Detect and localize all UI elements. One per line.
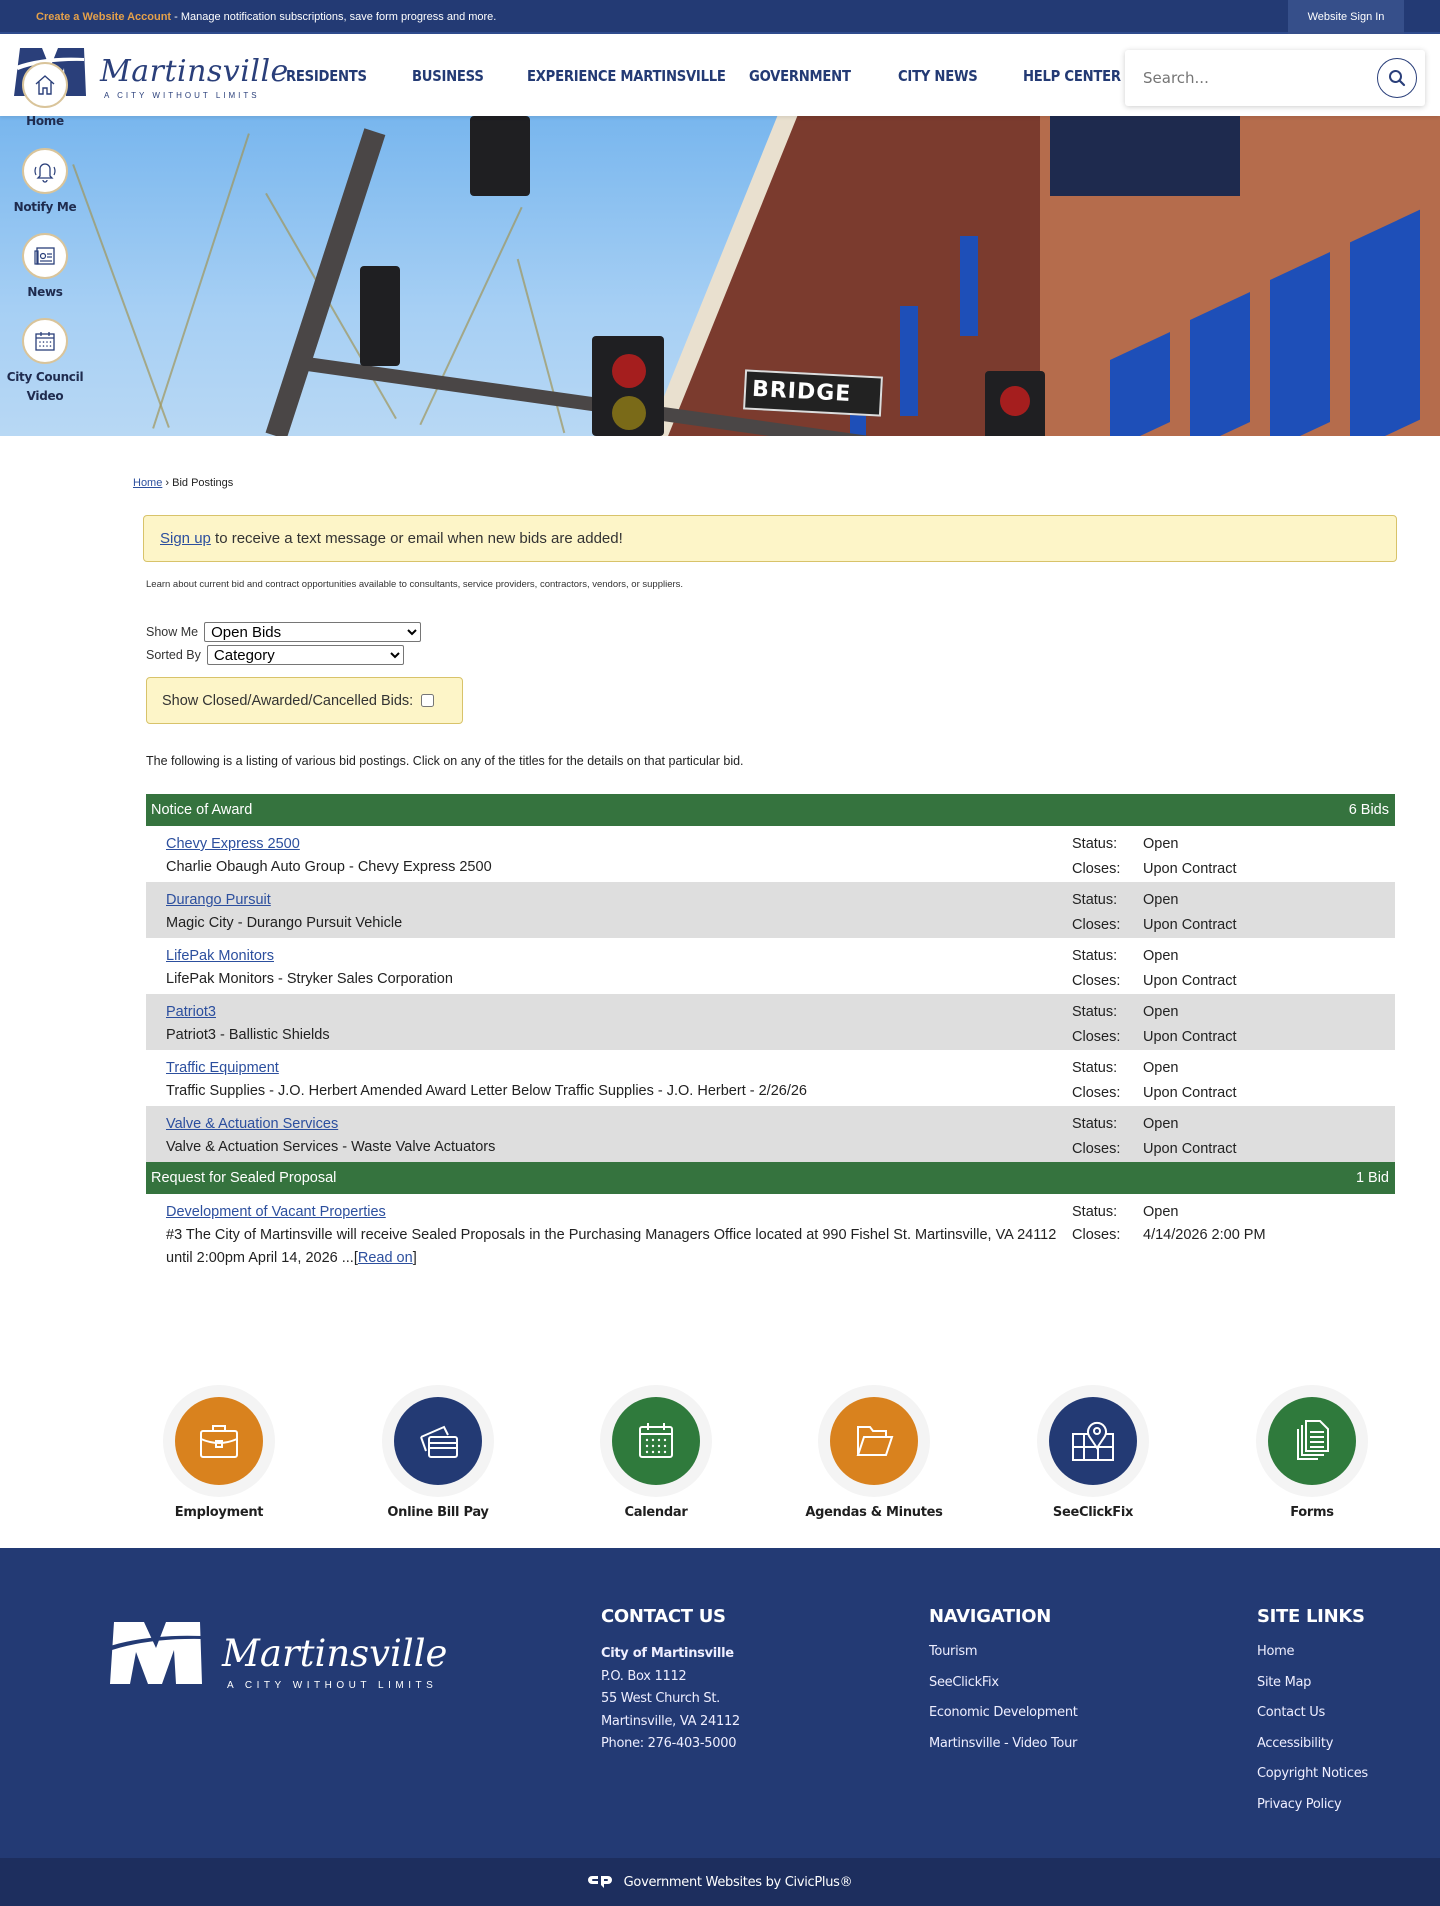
quick-link-label: Calendar — [624, 1505, 688, 1520]
closes-label: Closes: — [1072, 1227, 1121, 1243]
contact-heading: CONTACT US — [601, 1606, 726, 1627]
closes-value: Upon Contract — [1143, 1028, 1237, 1045]
documents-icon — [1288, 1417, 1336, 1465]
quick-link-forms[interactable] — [1212, 1385, 1412, 1520]
bid-title-link[interactable]: Chevy Express 2500 — [166, 836, 300, 852]
signup-notice — [143, 515, 1397, 562]
bid-description: Patriot3 - Ballistic Shields — [166, 1027, 330, 1043]
side-link-label: News — [27, 285, 63, 299]
show-closed-box — [146, 677, 463, 724]
logo-wordmark: Martinsville — [100, 54, 289, 89]
category-count: 6 Bids — [1348, 802, 1389, 818]
category-header — [146, 1162, 1395, 1194]
search-box — [1125, 50, 1425, 106]
category-name: Notice of Award — [151, 802, 253, 818]
home-icon — [33, 73, 57, 97]
bid-row — [146, 994, 1395, 1050]
status-label: Status: — [1072, 1204, 1118, 1220]
map-pin-icon — [1068, 1416, 1118, 1466]
closes-value: 4/14/2026 2:00 PM — [1143, 1227, 1266, 1243]
civicplus-credit-bar — [0, 1858, 1440, 1906]
quick-link-label: Employment — [174, 1505, 264, 1520]
status-value: Open — [1143, 1004, 1179, 1020]
closes-value: Upon Contract — [1143, 1140, 1237, 1157]
show-me-filter — [146, 622, 421, 642]
site-header — [0, 36, 1440, 116]
website-sign-in-button[interactable]: Website Sign In — [1288, 0, 1404, 34]
sorted-by-label: Sorted By — [146, 648, 201, 662]
quick-link-agendas-minutes[interactable] — [774, 1385, 974, 1520]
closes-value: Upon Contract — [1143, 1084, 1237, 1101]
nav-business[interactable]: BUSINESS — [411, 67, 484, 85]
civicplus-link[interactable]: Government Websites by CivicPlus® — [623, 1874, 853, 1890]
side-link-label: Home — [26, 114, 64, 128]
side-link-notify-me[interactable] — [0, 148, 90, 217]
footer-logo-tagline: A CITY WITHOUT LIMITS — [227, 1680, 438, 1691]
search-input[interactable] — [1143, 69, 1343, 87]
category-name: Request for Sealed Proposal — [151, 1170, 337, 1186]
search-icon — [1388, 69, 1406, 87]
quick-link-label: Online Bill Pay — [387, 1505, 489, 1520]
calendar-icon — [632, 1417, 680, 1465]
side-link-news[interactable] — [0, 233, 90, 302]
bid-row — [146, 826, 1395, 882]
breadcrumb-separator: › — [162, 477, 173, 489]
side-link-label: Notify Me — [13, 200, 77, 214]
navigation-heading: NAVIGATION — [929, 1606, 1052, 1627]
search-button[interactable] — [1377, 58, 1417, 98]
street-sign: BRIDGE — [743, 369, 883, 416]
closes-value: Upon Contract — [1143, 972, 1237, 989]
footer-link-home[interactable]: Home — [1257, 1644, 1295, 1659]
bid-description: Traffic Supplies - J.O. Herbert Amended Award Letter Below Traffic Supplies - J.O. Herbert - 2/26/26 — [166, 1083, 807, 1099]
logo-tagline: A CITY WITHOUT LIMITS — [104, 91, 260, 100]
side-link-label: City Council Video — [6, 370, 84, 403]
read-on-link[interactable]: Read on — [357, 1250, 413, 1266]
quick-link-label: SeeClickFix — [1052, 1505, 1134, 1520]
status-value: Open — [1143, 1116, 1179, 1132]
category-count: 1 Bid — [1355, 1170, 1389, 1186]
main-nav — [286, 36, 1168, 116]
bid-title-link[interactable]: LifePak Monitors — [166, 948, 274, 964]
footer-link-privacy-policy[interactable]: Privacy Policy — [1257, 1796, 1342, 1812]
show-me-label: Show Me — [146, 625, 199, 639]
status-label: Status: — [1072, 1004, 1118, 1020]
credit-card-icon — [414, 1417, 462, 1465]
home-circle — [22, 62, 68, 108]
create-account-link[interactable]: Create a Website Account — [36, 11, 172, 23]
bid-row — [146, 938, 1395, 994]
footer-link-seeclickfix[interactable]: SeeClickFix — [929, 1674, 999, 1690]
bid-title-link[interactable]: Development of Vacant Properties — [166, 1204, 386, 1220]
nav-experience-martinsville[interactable]: EXPERIENCE MARTINSVILLE — [527, 67, 726, 85]
bid-description: #3 The City of Martinsville will receive Sealed Proposals in the Purchasing Managers Office located at 990 Fishel St. Martinsville, VA 24112 until 2:00pm April 14, 2026 ... — [166, 1227, 1057, 1266]
footer-link-tourism[interactable]: Tourism — [929, 1644, 978, 1659]
intro-text: Learn about current bid and contract opportunities available to consultants, service providers, contractors, vendors, or suppliers. — [146, 579, 684, 590]
status-label: Status: — [1072, 1116, 1118, 1132]
hero-banner — [0, 116, 1440, 436]
listing-note: The following is a listing of various bid postings. Click on any of the titles for the details on that particular bid. — [146, 754, 744, 768]
bid-row — [146, 882, 1395, 938]
status-value: Open — [1143, 948, 1179, 964]
bid-title-link[interactable]: Traffic Equipment — [166, 1060, 279, 1076]
contact-line: Martinsville, VA 24112 — [601, 1713, 740, 1729]
civicplus-logo-icon — [588, 1874, 612, 1890]
newspaper-icon — [32, 243, 58, 269]
closes-label: Closes: — [1072, 972, 1121, 989]
contact-phone: Phone: 276-403-5000 — [601, 1736, 737, 1751]
bid-description: LifePak Monitors - Stryker Sales Corporation — [166, 971, 453, 987]
sign-up-link[interactable]: Sign up — [160, 530, 211, 547]
closes-value: Upon Contract — [1143, 916, 1237, 933]
footer-site-links — [1257, 1606, 1368, 1820]
contact-line: P.O. Box 1112 — [601, 1668, 687, 1684]
nav-residents[interactable]: RESIDENTS — [286, 67, 367, 85]
bid-description: Charlie Obaugh Auto Group - Chevy Express 2500 — [166, 859, 492, 875]
site-footer — [0, 1548, 1440, 1858]
quick-link-label: Agendas & Minutes — [805, 1505, 943, 1520]
contact-line: 55 West Church St. — [601, 1691, 720, 1706]
status-label: Status: — [1072, 892, 1118, 908]
footer-link-site-map[interactable]: Site Map — [1257, 1674, 1312, 1690]
quick-link-seeclickfix[interactable] — [993, 1385, 1193, 1520]
footer-link-video-tour[interactable]: Martinsville - Video Tour — [929, 1735, 1078, 1751]
status-label: Status: — [1072, 836, 1118, 852]
contact-name: City of Martinsville — [601, 1646, 734, 1661]
bid-title-link[interactable]: Valve & Actuation Services — [166, 1116, 339, 1132]
closes-label: Closes: — [1072, 916, 1121, 933]
footer-link-economic-development[interactable]: Economic Development — [929, 1705, 1078, 1720]
footer-logo-m-icon — [110, 1620, 202, 1686]
quick-link-online-bill-pay[interactable] — [338, 1385, 538, 1520]
breadcrumb-home-link[interactable]: Home — [133, 477, 163, 489]
quick-link-employment[interactable] — [119, 1385, 319, 1520]
top-bar — [0, 0, 1440, 34]
status-label: Status: — [1072, 1060, 1118, 1076]
signup-notice-text: to receive a text message or email when new bids are added! — [210, 530, 623, 547]
nav-government[interactable]: GOVERNMENT — [748, 67, 851, 85]
show-closed-checkbox[interactable] — [421, 694, 434, 707]
nav-help-center[interactable]: HELP CENTER — [1022, 67, 1121, 85]
closes-label: Closes: — [1072, 1140, 1121, 1157]
bid-title-link[interactable]: Durango Pursuit — [166, 892, 271, 908]
calendar-icon — [33, 329, 57, 353]
bid-row — [146, 1106, 1395, 1162]
status-value: Open — [1143, 892, 1179, 908]
site-links-heading: SITE LINKS — [1257, 1606, 1365, 1627]
category-header — [146, 794, 1395, 826]
show-me-select[interactable] — [204, 622, 421, 642]
folder-icon — [850, 1417, 898, 1465]
footer-contact — [601, 1606, 740, 1756]
breadcrumb-current: Bid Postings — [172, 477, 234, 489]
bid-row: Development of Vacant Properties #3 The City of Martinsville will receive Sealed Proposals in the Purchasing Managers Office located at 990 Fishel St. Martinsville, VA 24112 until 2:00pm April 14, 2026 ...[Read on] Status: Open Closes: 4/14/2026 2:00 PM — [146, 1194, 1395, 1274]
status-value: Open — [1143, 836, 1179, 852]
closes-label: Closes: — [1072, 860, 1121, 877]
briefcase-icon — [195, 1417, 243, 1465]
quick-link-calendar[interactable] — [556, 1385, 756, 1520]
footer-navigation — [929, 1606, 1078, 1759]
bid-description: Magic City - Durango Pursuit Vehicle — [166, 915, 403, 931]
side-link-home[interactable] — [0, 62, 90, 131]
quick-link-label: Forms — [1290, 1505, 1334, 1520]
status-label: Status: — [1072, 948, 1118, 964]
footer-link-copyright-notices[interactable]: Copyright Notices — [1257, 1766, 1368, 1781]
footer-logo-wordmark: Martinsville — [222, 1632, 448, 1675]
status-value: Open — [1143, 1060, 1179, 1076]
side-link-city-council-video[interactable] — [0, 318, 90, 406]
sorted-by-filter — [146, 645, 404, 665]
footer-link-accessibility[interactable]: Accessibility — [1257, 1735, 1334, 1751]
bid-description: Valve & Actuation Services - Waste Valve Actuators — [166, 1139, 496, 1155]
account-message — [36, 11, 496, 23]
footer-link-contact-us[interactable]: Contact Us — [1257, 1705, 1325, 1720]
account-message-text: - Manage notification subscriptions, save form progress and more. — [171, 11, 497, 23]
breadcrumb — [133, 477, 233, 489]
status-value: Open — [1143, 1204, 1179, 1220]
closes-value: Upon Contract — [1143, 860, 1237, 877]
bell-icon — [32, 158, 58, 184]
bid-listings — [146, 794, 1395, 1274]
nav-city-news[interactable]: CITY NEWS — [898, 67, 978, 85]
closes-label: Closes: — [1072, 1084, 1121, 1101]
sorted-by-select[interactable] — [207, 645, 404, 665]
show-closed-label: Show Closed/Awarded/Cancelled Bids: — [162, 692, 414, 709]
closes-label: Closes: — [1072, 1028, 1121, 1045]
bid-row — [146, 1050, 1395, 1106]
bid-title-link[interactable]: Patriot3 — [166, 1004, 216, 1020]
